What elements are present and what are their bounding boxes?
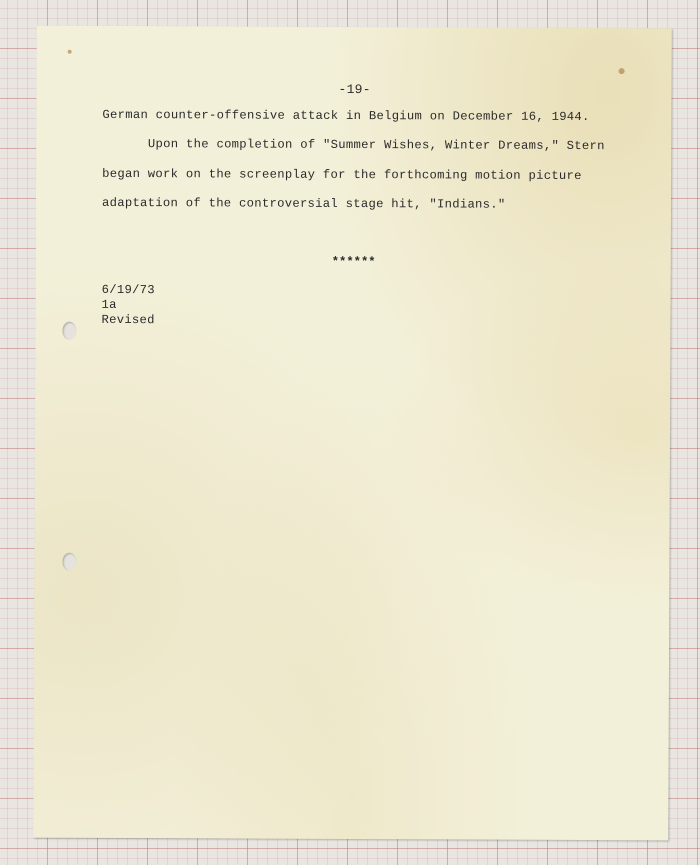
page-number: -19-: [338, 81, 371, 98]
stain-mark: [619, 68, 625, 74]
footer-status: Revised: [101, 312, 155, 328]
punch-hole-bottom: [62, 553, 76, 571]
footer-code: 1a: [101, 297, 117, 312]
text-line-3: began work on the screenplay for the forthcoming motion picture: [102, 166, 582, 183]
text-line-4: adaptation of the controversial stage hit, "Indians.": [101, 195, 506, 212]
punch-hole-top: [62, 322, 76, 340]
section-separator: ******: [331, 254, 376, 270]
text-line-2: Upon the completion of "Summer Wishes, Winter Dreams," Stern: [102, 136, 605, 154]
text-line-1: German counter-offensive attack in Belgium on December 16, 1944.: [102, 107, 590, 125]
footer-date: 6/19/73: [101, 282, 155, 298]
stain-mark: [68, 50, 72, 54]
document-page: [33, 26, 672, 841]
